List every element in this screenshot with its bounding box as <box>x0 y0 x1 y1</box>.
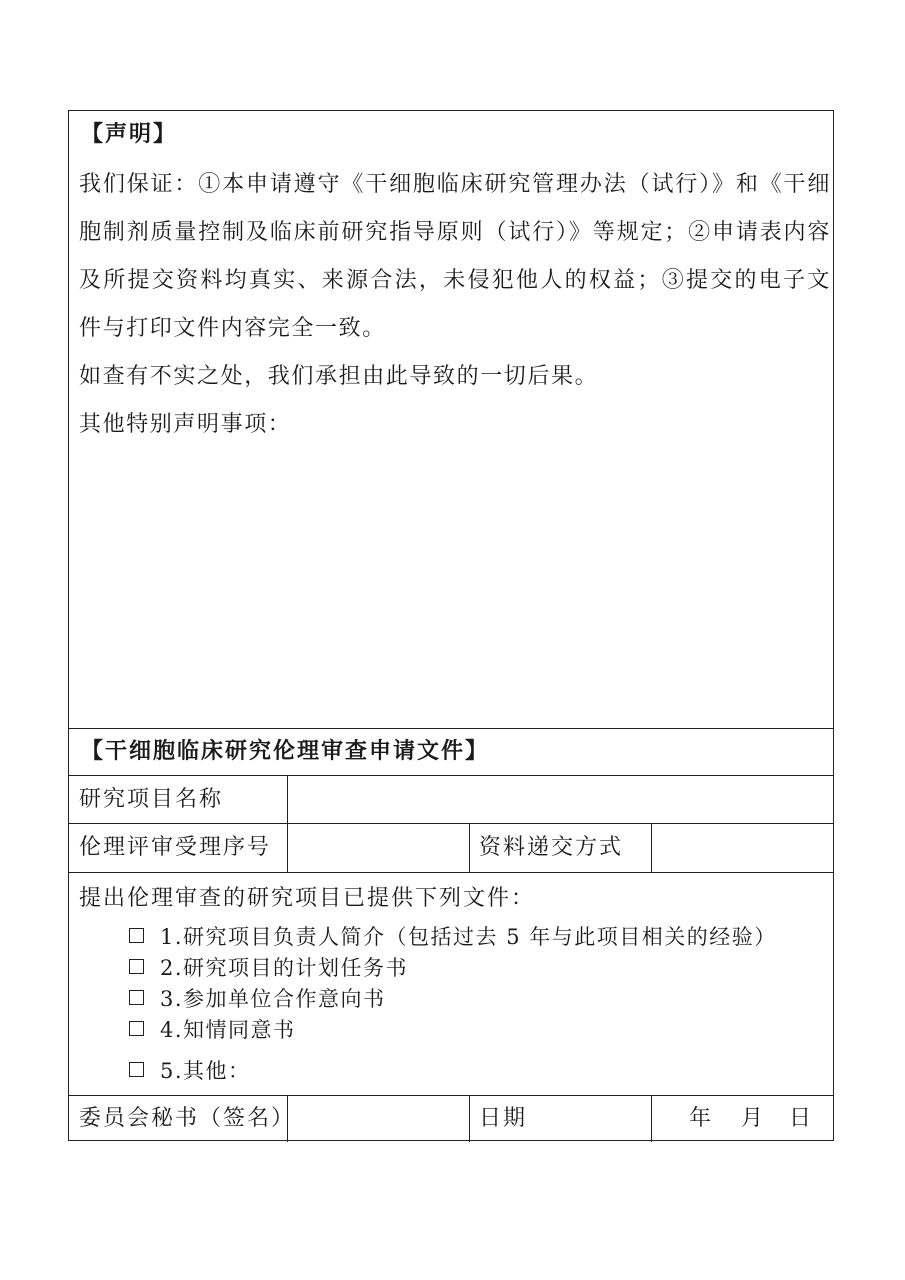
other-declarations-input-area[interactable] <box>79 449 824 719</box>
divider-line <box>69 728 833 729</box>
date-year-label[interactable]: 年 <box>689 1106 714 1131</box>
divider-line <box>651 823 652 872</box>
ethics-review-number-field[interactable] <box>291 827 466 869</box>
checkbox[interactable] <box>129 990 144 1005</box>
divider-line <box>69 872 833 873</box>
checkbox[interactable] <box>129 959 144 974</box>
ethics-review-number-label: 伦理评审受理序号 <box>79 835 272 860</box>
submission-method-label: 资料递交方式 <box>479 835 624 860</box>
checkbox[interactable] <box>129 928 144 943</box>
project-name-field[interactable] <box>291 779 831 819</box>
divider-line <box>69 823 833 824</box>
divider-line <box>469 1095 470 1142</box>
other-declarations-label: 其他特别声明事项： <box>79 412 292 437</box>
date-day-label[interactable]: 日 <box>789 1106 814 1131</box>
divider-line <box>287 775 288 872</box>
divider-line <box>69 775 833 776</box>
date-month-label[interactable]: 月 <box>741 1106 766 1131</box>
document-item-label: 1.研究项目负责人简介（包括过去 5 年与此项目相关的经验） <box>160 925 777 949</box>
document-item-task-plan[interactable] <box>129 958 408 979</box>
document-item-other[interactable] <box>129 1061 251 1082</box>
application-form <box>68 110 834 1141</box>
document-item-label: 4.知情同意书 <box>160 1018 296 1042</box>
document-item-label: 3.参加单位合作意向书 <box>160 987 386 1011</box>
divider-line <box>69 1095 833 1096</box>
secretary-signature-label: 委员会秘书（签名） <box>79 1106 296 1131</box>
project-name-label: 研究项目名称 <box>79 787 224 812</box>
document-item-label: 5.其他： <box>160 1059 251 1083</box>
documents-intro: 提出伦理审查的研究项目已提供下列文件： <box>79 886 536 911</box>
divider-line <box>651 1095 652 1142</box>
checkbox[interactable] <box>129 1021 144 1036</box>
declaration-heading: 【声明】 <box>81 122 178 147</box>
document-item-informed-consent[interactable] <box>129 1020 296 1041</box>
document-item-cooperation-letter[interactable] <box>129 989 386 1010</box>
application-heading: 【干细胞临床研究伦理审查申请文件】 <box>81 739 490 764</box>
divider-line <box>469 823 470 872</box>
checkbox[interactable] <box>129 1062 144 1077</box>
secretary-signature-field[interactable] <box>291 1099 466 1139</box>
document-item-label: 2.研究项目的计划任务书 <box>160 956 409 980</box>
document-item-cv[interactable] <box>129 927 777 948</box>
declaration-guarantee-text: 我们保证：①本申请遵守《干细胞临床研究管理办法（试行）》和《干细胞制剂质量控制及临床前研究指导原则（试行）》等规定；②申请表内容及所提交资料均真实、来源合法，未侵犯他人的权益；③提交的电子文件与打印文件内容完全一致。 <box>79 172 831 341</box>
submission-method-field[interactable] <box>655 827 831 869</box>
date-label: 日期 <box>479 1106 528 1131</box>
declaration-liability-text: 如查有不实之处，我们承担由此导致的一切后果。 <box>79 364 599 389</box>
